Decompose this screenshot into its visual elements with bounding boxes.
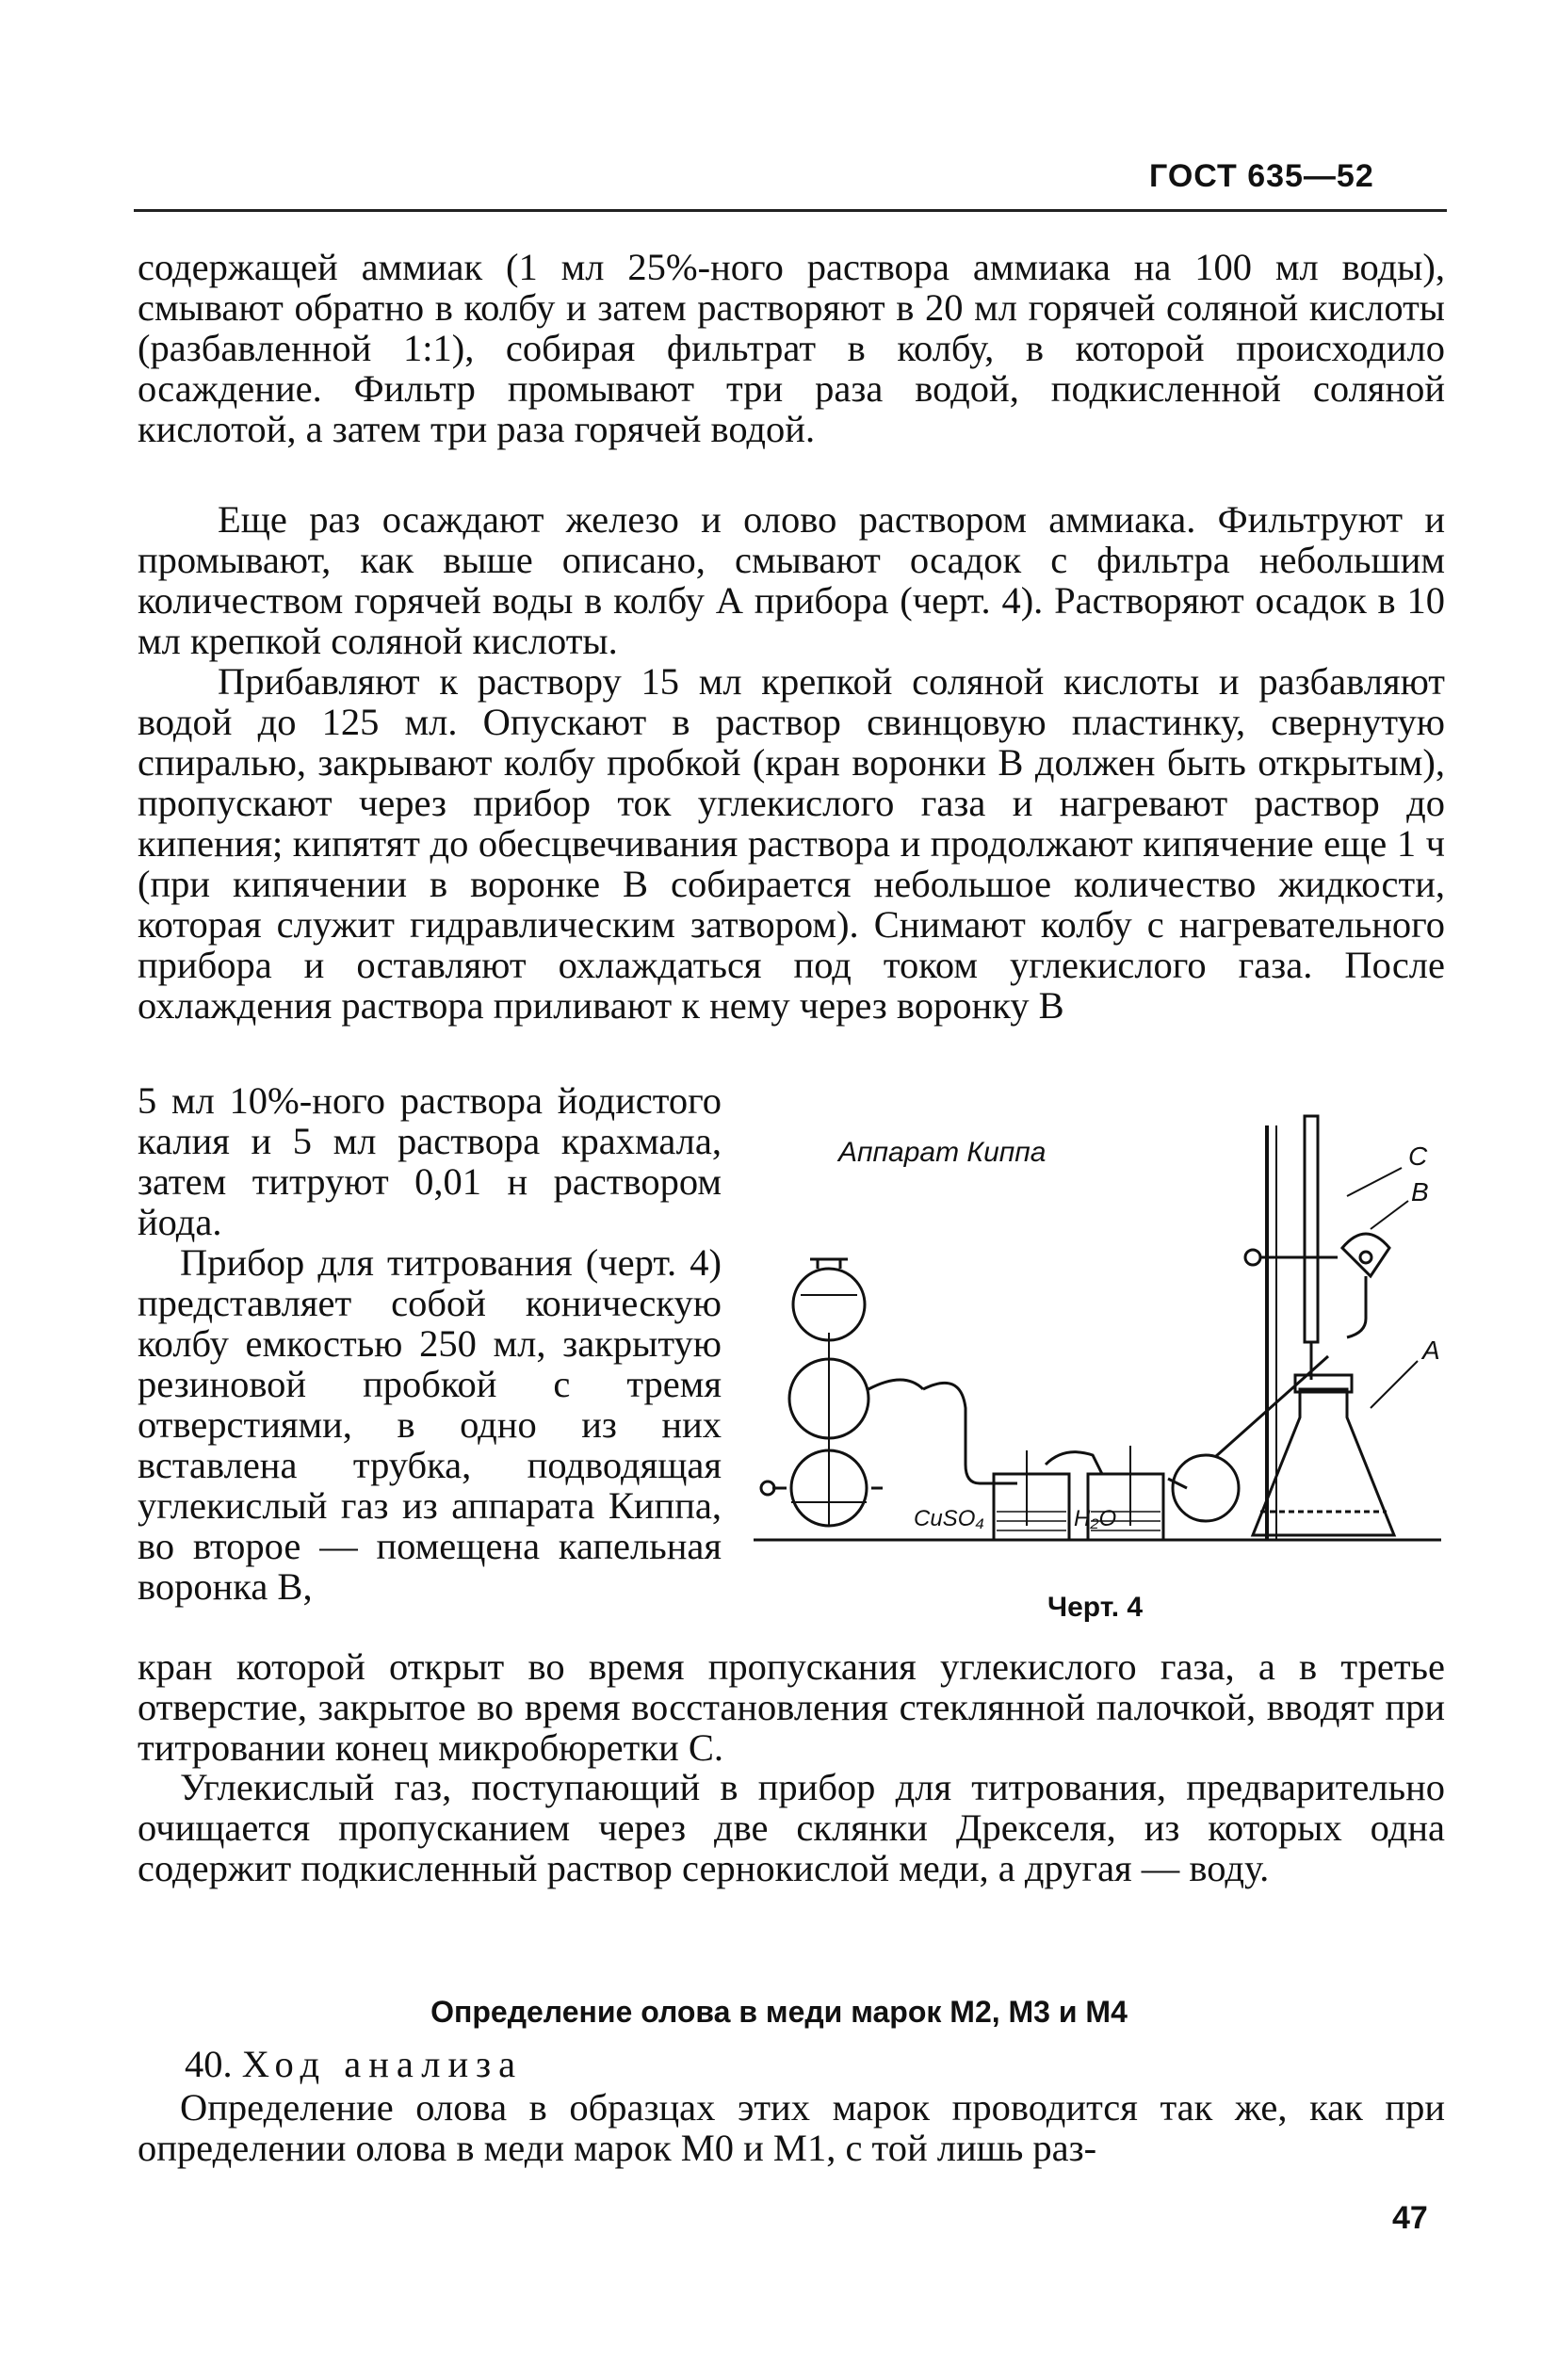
paragraph-6: кран которой открыт во время пропускания углекислого газа, а в третье отверстие, закрытое во время восстановления стеклянной палочкой, вводят при титровании конец микробюретки С.	[138, 1645, 1445, 1769]
kipp-label: Аппарат Киппа	[838, 1137, 1047, 1168]
step-heading	[185, 2042, 523, 2086]
figure-caption: Черт. 4	[1047, 1592, 1144, 1623]
microburette	[1305, 1116, 1318, 1342]
paragraph-2: Еще раз осаждают железо и олово раствором аммиака. Фильтруют и промывают, как выше описано, смывают осадок с фильтра небольшим количеством горячей воды в колбу А прибора (черт. 4). Растворяют осадок в 10 мл крепкой соляной кислоты.	[138, 498, 1445, 662]
gas-tube-1	[923, 1383, 1017, 1483]
paragraph-8: Определение олова в образцах этих марок проводится так же, как при определении олова в меди марок М0 и М1, с той лишь раз-	[138, 2086, 1445, 2169]
header-rule	[134, 209, 1447, 212]
kipp-apparatus	[761, 1259, 883, 1526]
paragraph-7: Углекислый газ, поступающий в прибор для титрования, предварительно очищается пропусканием через две склянки Дрекселя, из которых одна содержит подкисленный раствор сернокислой меди, а другая — воду.	[138, 1766, 1445, 1889]
paragraph-4: 5 мл 10%-ного раствора йодистого калия и 5 мл раствора крахмала, затем титруют 0,01 н раствором йода.	[138, 1079, 722, 1243]
label-b: В	[1411, 1177, 1429, 1206]
coil-tube	[1173, 1455, 1239, 1521]
label-c: С	[1408, 1141, 1428, 1171]
step-number: 40.	[185, 2043, 233, 2085]
gas-tube-2	[1046, 1452, 1102, 1474]
label-a: А	[1422, 1336, 1440, 1365]
paragraph-3: Прибавляют к раствору 15 мл крепкой соляной кислоты и разбавляют водой до 125 мл. Опускают в раствор свинцовую пластинку, свернутую спиралью, закрывают колбу пробкой (кран воронки В должен быть открытым), пропускают через прибор ток углекислого газа и нагревают раствор до кипения; кипятят до обесцвечивания раствора и продолжают кипячение еще 1 ч (при кипячении в воронке В собирается небольшое количество жидкости, которая служит гидравлическим затвором). Снимают колбу с нагревательного прибора и оставляют охлаждаться под током углекислого газа. После охлаждения раствора приливают к нему через воронку В	[138, 660, 1445, 1027]
section-heading: Определение олова в меди марок М2, М3 и М4	[430, 1995, 1128, 2029]
apparatus-figure	[744, 1107, 1460, 1568]
gost-header: ГОСТ 635—52	[1149, 158, 1374, 194]
dropping-funnel	[1342, 1234, 1389, 1276]
step-title: Ход анализа	[241, 2043, 524, 2085]
page-number: 47	[1392, 2200, 1428, 2236]
paragraph-1: содержащей аммиак (1 мл 25%-ного раствора аммиака на 100 мл воды), смывают обратно в колбу и затем растворяют в 20 мл горячей соляной кислоты (разбавленной 1:1), собирая фильтрат в колбу, в которой происходило осаждение. Фильтр промывают три раза водой, подкисленной соляной кислотой, а затем три раза горячей водой.	[138, 246, 1445, 450]
label-h2o: H₂O	[1074, 1506, 1117, 1531]
conical-flask	[1253, 1389, 1394, 1535]
label-cuso4: CuSO₄	[914, 1506, 984, 1531]
paragraph-5: Прибор для титрования (черт. 4) представляет собой коническую колбу емкостью 250 мл, закрытую резиновой пробкой с тремя отверстиями, в одно из них вставлена трубка, подводящая углекислый газ из аппарата Киппа, во второе — помещена капельная воронка В,	[138, 1241, 722, 1608]
kipp-tube	[868, 1380, 923, 1389]
drechsel-cuso4	[994, 1450, 1069, 1540]
